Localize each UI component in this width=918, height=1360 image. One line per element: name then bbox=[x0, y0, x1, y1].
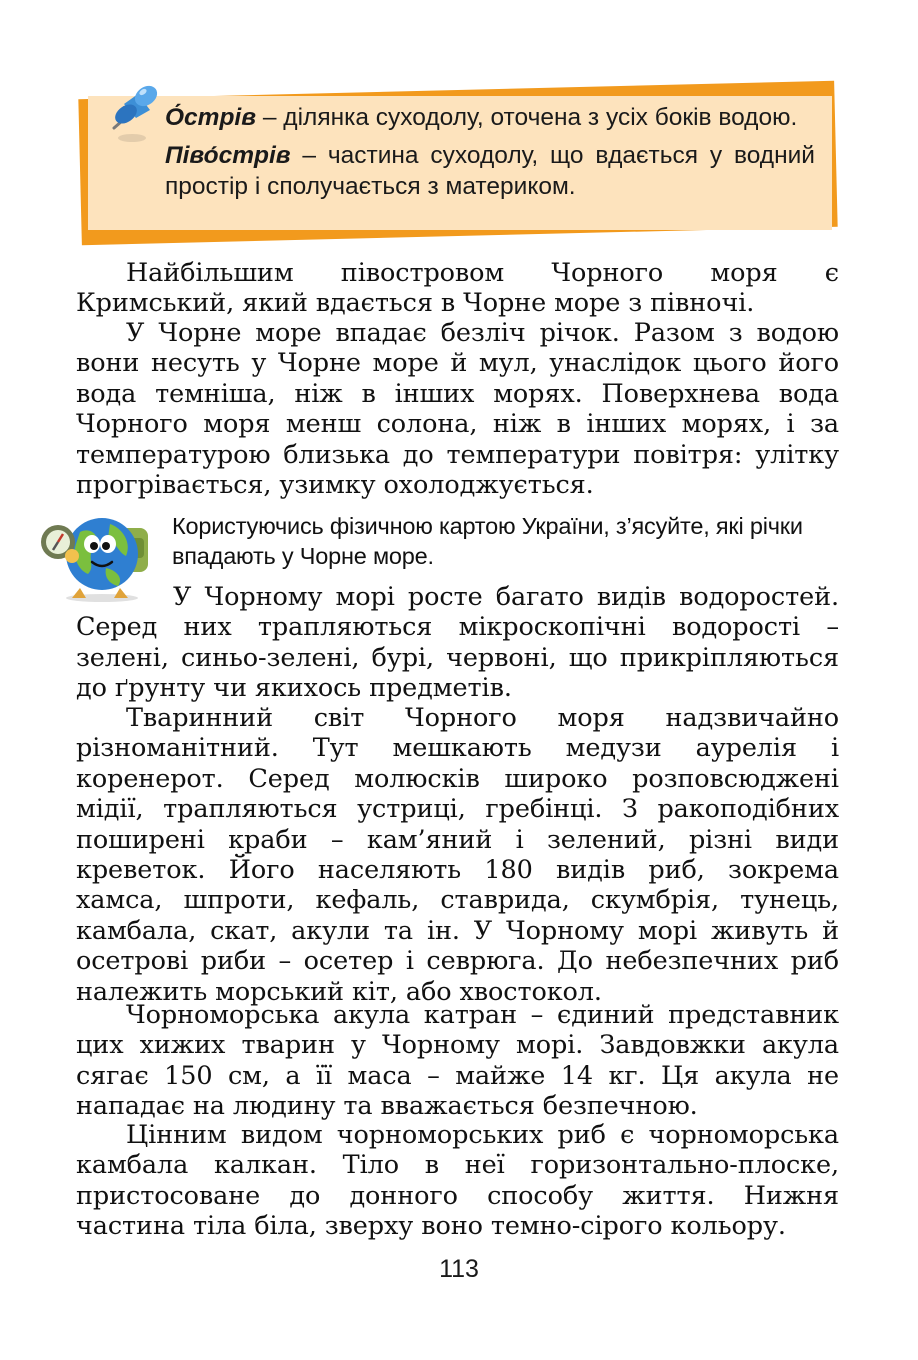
paragraph: Тваринний світ Чорного моря надзвичайно різноманітний. Тут мешкають медузи аурелія і коренерот. Серед молюсків широко розповсюджені мідії, трапляються устриці, гребінці. З ракоподібних поширені краби – кам’яний і зелений, різні види креветок. Його населяють 180 видів риб, зокрема хамса, шпроти, кефаль, ставрида, скумбрія, тунець, камбала, скат, акули та ін. У Чорному морі живуть й осетрові риби – осетер і севрюга. До небезпечних риб належить морський кіт, або хвостокол. bbox=[76, 703, 839, 1007]
paragraph: Цінним видом чорноморських риб є чорноморська камбала калкан. Тіло в неї горизонтально-плоске, пристосоване до донного способу життя. Нижня частина тіла біла, зверху воно темно-сірого кольору. bbox=[76, 1120, 839, 1242]
definition-island bbox=[165, 102, 815, 133]
pushpin-icon bbox=[96, 78, 166, 148]
paragraph: Найбільшим півостровом Чорного моря є Кримський, який вдається в Чорне море з півночі. bbox=[76, 258, 839, 319]
definition-body: – частина суходолу, що вдається у водний простір і сполучається з материком. bbox=[165, 142, 815, 200]
definition-term: Піво́стрів bbox=[165, 142, 291, 169]
definition-term: О́стрів bbox=[165, 104, 257, 131]
definition-text bbox=[165, 102, 815, 202]
task-text: Користуючись фізичною картою України, з’ясуйте, які річки впадають у Чорне море. bbox=[172, 513, 803, 569]
paragraph: У Чорному морі росте багато видів водоростей. Серед них трапляються мікроскопічні водорості – зелені, синьо-зелені, бурі, червоні, що прикріпляються до ґрунту чи якихось предметів. bbox=[76, 582, 839, 704]
definition-body: – ділянка суходолу, оточена з усіх боків водою. bbox=[256, 104, 798, 131]
paragraph: Чорноморська акула катран – єдиний представник цих хижих тварин у Чорному морі. Завдовжки акула сягає 150 см, а її маса – майже 14 кг. Ця акула не нападає на людину та вважається безпечною. bbox=[76, 1000, 839, 1122]
page-number: 113 bbox=[439, 1255, 479, 1283]
paragraph: У Чорне море впадає безліч річок. Разом з водою вони несуть у Чорне море й мул, унаслідок цього його вода темніша, ніж в інших морях. Поверхнева вода Чорного моря менш солона, ніж в інших морях, і за температурою близька до температури повітря: улітку прогрівається, узимку охолоджується. bbox=[76, 318, 839, 501]
definition-peninsula bbox=[165, 140, 815, 202]
